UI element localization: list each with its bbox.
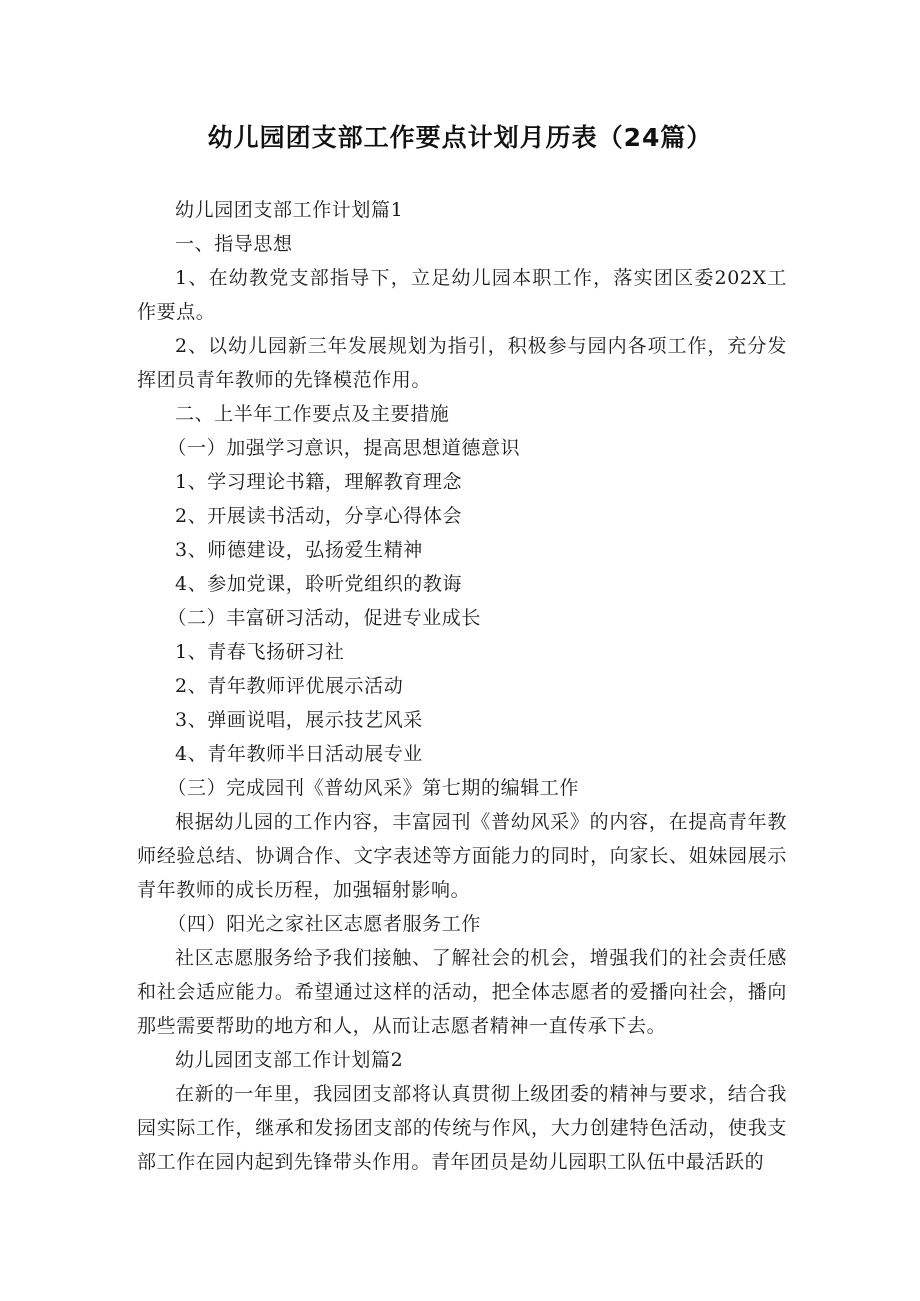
subheading-1: （一）加强学习意识，提高思想道德意识 — [167, 437, 521, 459]
paragraph-plan-2-intro: 在新的一年里，我园团支部将认真贯彻上级团委的精神与要求，结合我园实际工作，继承和发扬团支部的传统与作风，大力创建特色活动，使我支部工作在园内起到先锋带头作用。青年团员是幼儿园职工队伍中最活跃的 — [137, 1083, 787, 1173]
paragraph-volunteer: 社区志愿服务给予我们接触、了解社会的机会，增强我们的社会责任感和社会适应能力。希望通过这样的活动，把全体志愿者的爱播向社会，播向那些需要帮助的地方和人，从而让志愿者精神一直传承下去。 — [137, 947, 787, 1037]
paragraph-item-1: 1、在幼教党支部指导下，立足幼儿园本职工作，落实团区委202X工作要点。 — [137, 267, 787, 323]
list-item: 2、开展读书活动，分享心得体会 — [175, 505, 463, 527]
list-item: 4、参加党课，聆听党组织的教诲 — [175, 573, 463, 595]
list-item: 2、青年教师评优展示活动 — [175, 675, 404, 697]
document-title: 幼儿园团支部工作要点计划月历表（24篇） — [207, 123, 713, 152]
list-item: 1、青春飞扬研习社 — [175, 641, 345, 663]
document-body — [137, 193, 787, 1179]
paragraph-item-2: 2、以幼儿园新三年发展规划为指引，积极参与园内各项工作，充分发挥团员青年教师的先锋模范作用。 — [137, 335, 787, 391]
heading-first-half-points: 二、上半年工作要点及主要措施 — [175, 403, 450, 425]
list-item: 1、学习理论书籍，理解教育理念 — [175, 471, 463, 493]
heading-guiding-ideology: 一、指导思想 — [175, 233, 293, 255]
paragraph-journal: 根据幼儿园的工作内容，丰富园刊《普幼风采》的内容，在提高青年教师经验总结、协调合作、文字表述等方面能力的同时，向家长、姐妹园展示青年教师的成长历程，加强辐射影响。 — [137, 811, 787, 901]
subheading-3: （三）完成园刊《普幼风采》第七期的编辑工作 — [167, 777, 579, 799]
list-item: 4、青年教师半日活动展专业 — [175, 743, 423, 765]
list-item: 3、师德建设，弘扬爱生精神 — [175, 539, 423, 561]
list-item: 3、弹画说唱，展示技艺风采 — [175, 709, 423, 731]
subheading-4: （四）阳光之家社区志愿者服务工作 — [167, 913, 481, 935]
section-heading-plan-1: 幼儿园团支部工作计划篇1 — [175, 199, 404, 221]
subheading-2: （二）丰富研习活动，促进专业成长 — [167, 607, 481, 629]
section-heading-plan-2: 幼儿园团支部工作计划篇2 — [175, 1049, 404, 1071]
